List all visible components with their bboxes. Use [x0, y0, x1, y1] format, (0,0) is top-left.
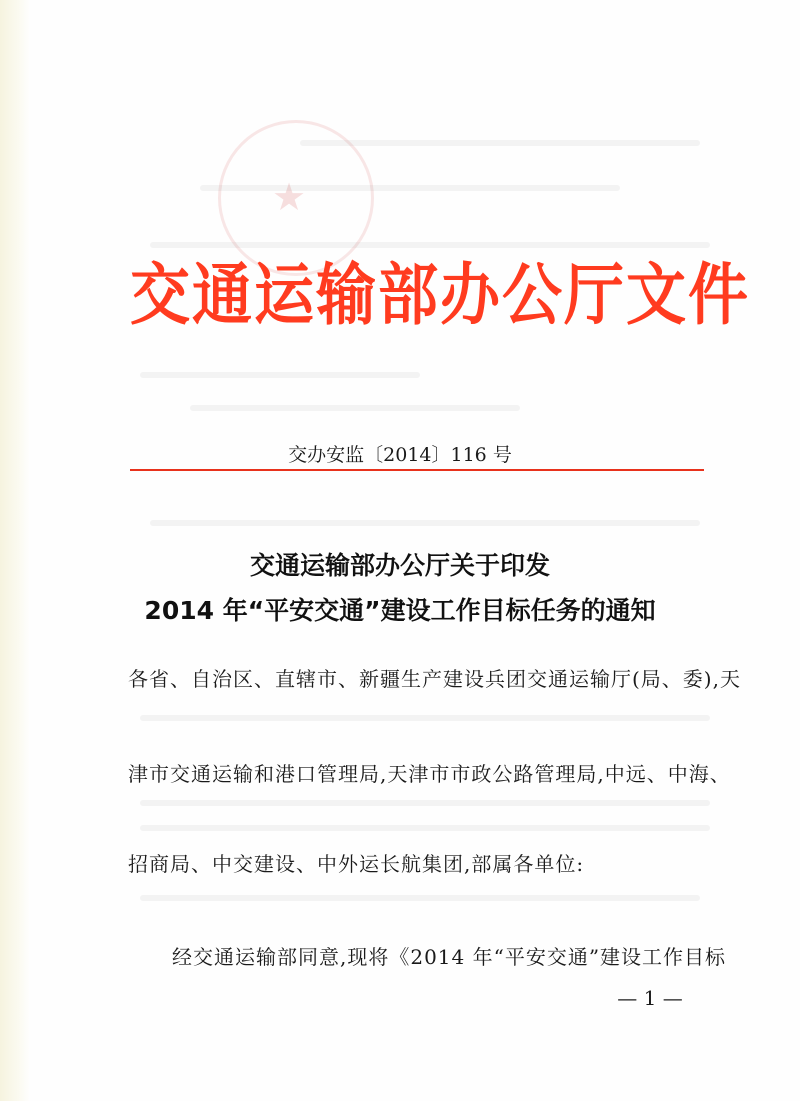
ghost-text-line: [190, 405, 520, 411]
red-divider-rule: [130, 469, 704, 471]
bleed-through-star-icon: ★: [272, 175, 307, 219]
paper-spine-shadow: [0, 0, 30, 1101]
ghost-text-line: [140, 715, 710, 721]
page-number: — 1 —: [617, 986, 683, 1010]
ghost-text-line: [140, 372, 420, 378]
ghost-text-line: [150, 242, 710, 248]
bleed-through-seal: [218, 120, 374, 276]
ghost-text-line: [140, 825, 710, 831]
document-number: 交办安监〔2014〕116 号: [288, 444, 512, 466]
ghost-text-line: [150, 520, 700, 526]
notice-title-line-1: 交通运输部办公厅关于印发: [249, 551, 550, 580]
body-text-line: 各省、自治区、直辖市、新疆生产建设兵团交通运输厅(局、委),天: [128, 667, 741, 691]
body-text-line: 津市交通运输和港口管理局,天津市市政公路管理局,中远、中海、: [128, 762, 731, 786]
notice-title-line-2: 2014 年“平安交通”建设工作目标任务的通知: [144, 596, 656, 625]
ghost-text-line: [140, 895, 700, 901]
ghost-text-line: [300, 140, 700, 146]
ghost-text-line: [140, 800, 710, 806]
ghost-text-line: [200, 185, 620, 191]
document-header-title: 交通运输部办公厅文件: [130, 256, 750, 335]
body-text-line: 招商局、中交建设、中外运长航集团,部属各单位:: [128, 852, 585, 876]
body-text-line: 经交通运输部同意,现将《2014 年“平安交通”建设工作目标: [172, 945, 727, 969]
